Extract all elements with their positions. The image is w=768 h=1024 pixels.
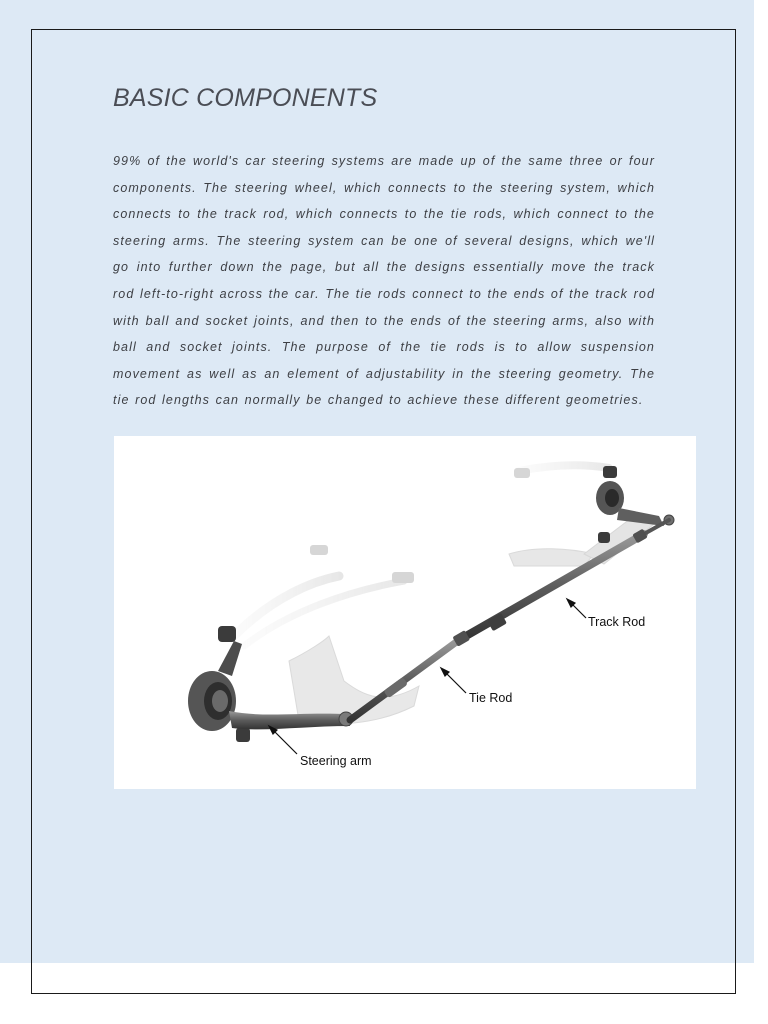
label-track-rod: Track Rod <box>588 615 646 629</box>
steering-diagram <box>114 436 696 789</box>
body-paragraph: 99% of the world's car steering systems are made up of the same three or four components. The steering wheel, which connects to the steering system, which connects to the track rod, which connects to the tie rods, which connect to the steering arms. The steering system can be one of several designs, which we'll go into further down the page, but all the designs essentially move the track rod left-to-right across the car. The tie rods connect to the ends of the track rod with ball and socket joints, and then to the ends of the steering arms, also with ball and socket joints. The purpose of the tie rods is to allow suspension movement as well as an element of adjustability in the steering geometry. The tie rod lengths can normally be changed to achieve these different geometries. <box>113 154 655 408</box>
label-tie-rod: Tie Rod <box>469 691 513 705</box>
ghost-suspension-left <box>234 545 419 724</box>
label-steering-arm: Steering arm <box>300 754 372 768</box>
page-title: BASIC COMPONENTS <box>113 84 378 112</box>
